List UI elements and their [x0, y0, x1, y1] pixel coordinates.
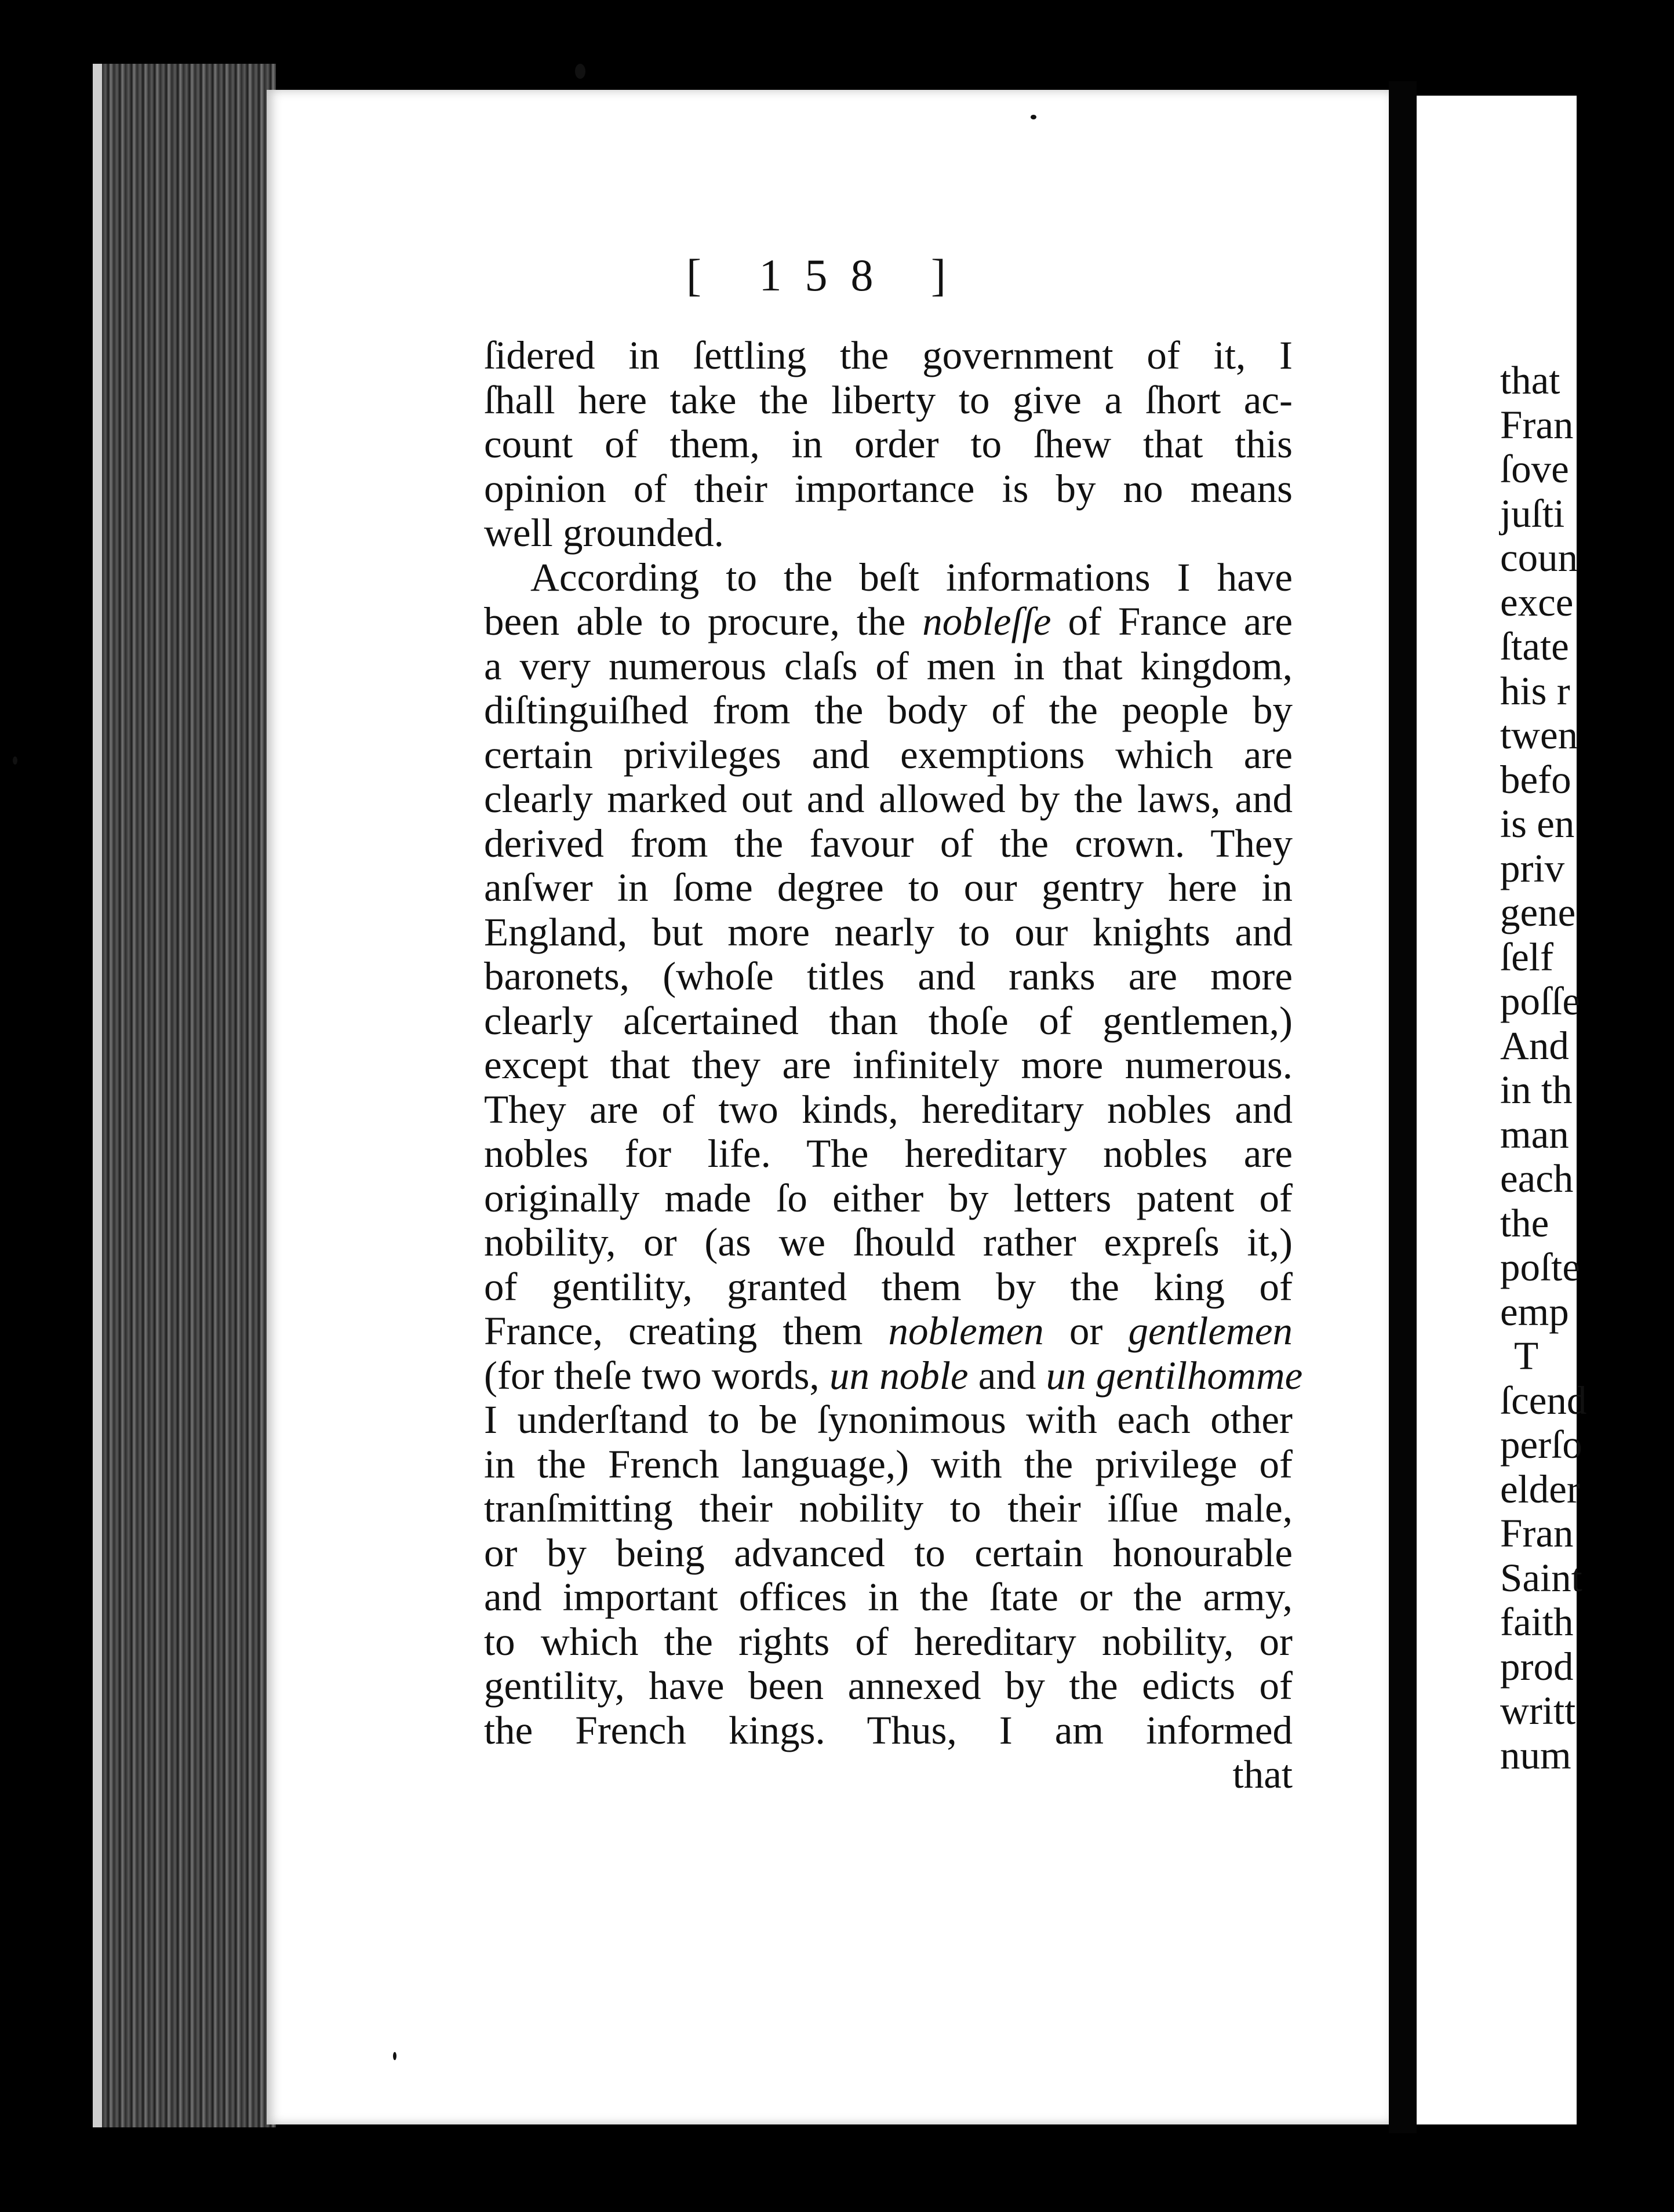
text-line	[484, 1132, 1293, 1176]
text-line	[484, 1486, 1293, 1531]
text-line	[484, 511, 1293, 555]
right-page-line: writt	[1500, 1689, 1576, 1733]
ink-speck	[1031, 115, 1036, 119]
text-run: ſidered in ſettling the government of it, I	[484, 333, 1293, 377]
text-run: that	[1232, 1752, 1293, 1796]
right-page-line: faith	[1500, 1600, 1574, 1644]
text-run: France, creating them	[484, 1309, 889, 1353]
text-run: to which the rights of hereditary nobility, or	[484, 1619, 1293, 1664]
text-run: derived from the favour of the crown. They	[484, 821, 1293, 865]
text-line	[484, 1708, 1293, 1753]
text-line	[484, 865, 1293, 910]
text-run: count of them, in order to ſhew that this	[484, 422, 1293, 466]
text-line	[484, 1575, 1293, 1620]
right-page-text	[1500, 358, 1674, 1777]
italic-text-run: noblemen	[888, 1309, 1044, 1353]
text-run: certain privileges and exemptions which are	[484, 732, 1293, 777]
text-run: opinion of their importance is by no means	[484, 466, 1293, 511]
text-line	[484, 422, 1293, 467]
text-line	[484, 821, 1293, 866]
right-page-line: is en	[1500, 802, 1575, 846]
right-page-line: elder	[1500, 1467, 1580, 1511]
right-page-line: Fran	[1500, 1511, 1574, 1555]
text-run: or by being advanced to certain honourable	[484, 1530, 1293, 1575]
text-run: and important offices in the ſtate or the army,	[484, 1575, 1293, 1619]
text-line	[484, 1398, 1293, 1442]
right-page-line: gene	[1500, 890, 1576, 934]
text-run: gentility, have been annexed by the edicts of	[484, 1664, 1293, 1708]
text-line	[484, 467, 1293, 511]
right-page-line: exce	[1500, 580, 1574, 624]
right-page-line: num	[1500, 1733, 1571, 1777]
text-run: anſwer in ſome degree to our gentry here in	[484, 865, 1293, 909]
right-page-line: befo	[1500, 757, 1571, 802]
text-line	[484, 777, 1293, 821]
text-line	[484, 954, 1293, 999]
text-run: or	[1043, 1309, 1129, 1353]
text-line	[484, 333, 1293, 378]
text-run: a very numerous claſs of men in that kingdom,	[484, 643, 1293, 688]
right-page-line: man	[1500, 1112, 1569, 1156]
right-page-line: in th	[1500, 1068, 1573, 1112]
text-line	[484, 1309, 1293, 1354]
right-page-line: his r	[1500, 668, 1570, 713]
right-page-line: twen	[1500, 713, 1578, 757]
text-line	[484, 1620, 1293, 1664]
text-run: and	[968, 1353, 1046, 1398]
right-page-line: And	[1500, 1023, 1569, 1068]
text-run: tranſmitting their nobility to their iſſue male,	[484, 1486, 1293, 1530]
italic-text-run: nobleſſe	[922, 599, 1051, 643]
catchword	[484, 1752, 1293, 1797]
text-run: nobility, or (as we ſhould rather expreſs it,)	[484, 1220, 1293, 1264]
italic-text-run: un gentilhomme	[1046, 1353, 1303, 1398]
text-run: the French kings. Thus, I am informed	[484, 1708, 1293, 1752]
right-page-line: prod	[1500, 1644, 1574, 1689]
book-gutter	[1389, 81, 1417, 2133]
right-page-line: each	[1500, 1156, 1574, 1200]
text-line	[484, 1043, 1293, 1087]
text-run: (for theſe two words,	[484, 1353, 829, 1398]
text-line	[484, 1176, 1293, 1221]
right-page-line: priv	[1500, 846, 1565, 890]
text-run: baronets, (whoſe titles and ranks are more	[484, 954, 1293, 998]
right-page-line: emp	[1500, 1289, 1569, 1334]
right-page-line: perſo	[1500, 1422, 1582, 1467]
text-line	[484, 688, 1293, 733]
right-page-line: Saint	[1500, 1555, 1582, 1600]
italic-text-run: un noble	[829, 1353, 969, 1398]
right-page-line: T	[1514, 1334, 1539, 1378]
text-line	[484, 910, 1293, 955]
text-run: clearly marked out and allowed by the laws, and	[484, 777, 1293, 821]
text-line	[484, 1353, 1303, 1398]
text-run: except that they are infinitely more numerous.	[484, 1043, 1293, 1087]
right-page-line: poſte	[1500, 1245, 1580, 1289]
text-run: well grounded.	[484, 511, 724, 555]
text-line	[484, 733, 1293, 777]
text-line	[484, 1531, 1293, 1576]
text-run: of France are	[1051, 599, 1293, 643]
right-page-line: juſti	[1500, 491, 1565, 536]
page-number: [ 158 ]	[686, 250, 969, 300]
text-run: I underſtand to be ſynonimous with each other	[484, 1398, 1293, 1442]
ink-speck	[13, 756, 17, 765]
right-page-line: coun	[1500, 536, 1578, 580]
right-page-line: the	[1500, 1200, 1549, 1245]
right-page-line: ſcend	[1500, 1378, 1587, 1422]
text-line	[484, 999, 1293, 1043]
right-page-line: that	[1500, 358, 1560, 402]
text-run: in the French language,) with the privilege of	[484, 1442, 1293, 1486]
text-run: nobles for life. The hereditary nobles are	[484, 1132, 1293, 1176]
right-page-line: poſſe	[1500, 979, 1580, 1023]
italic-text-run: gentlemen	[1128, 1309, 1293, 1353]
text-run: been able to procure, the	[484, 599, 923, 643]
text-line	[484, 644, 1293, 689]
text-line	[484, 1220, 1293, 1265]
text-line	[484, 1442, 1293, 1487]
ink-speck	[575, 64, 585, 79]
right-page-line: ſelf	[1500, 934, 1553, 979]
text-run: England, but more nearly to our knights and	[484, 909, 1293, 954]
text-line	[484, 555, 1293, 600]
text-line	[484, 1664, 1293, 1708]
ink-speck	[393, 2052, 396, 2060]
text-line	[484, 378, 1293, 423]
text-line	[484, 599, 1293, 644]
book-page-edges	[93, 64, 276, 2127]
left-page-text	[484, 333, 1303, 1797]
right-page-line: ſove	[1500, 447, 1569, 491]
text-run: of gentility, granted them by the king of	[484, 1264, 1293, 1309]
right-page-line: Fran	[1500, 402, 1574, 447]
text-line	[484, 1265, 1293, 1309]
text-run: clearly aſcertained than thoſe of gentlemen,)	[484, 998, 1293, 1043]
text-run: ſhall here take the liberty to give a ſhort ac-	[484, 377, 1293, 422]
text-line	[484, 1087, 1293, 1132]
text-run: diſtinguiſhed from the body of the people by	[484, 688, 1293, 732]
text-run: According to the beſt informations I have	[530, 555, 1293, 599]
text-run: originally made ſo either by letters patent of	[484, 1176, 1293, 1220]
right-page-line: ſtate	[1500, 624, 1569, 668]
text-run: They are of two kinds, hereditary nobles and	[484, 1087, 1293, 1132]
